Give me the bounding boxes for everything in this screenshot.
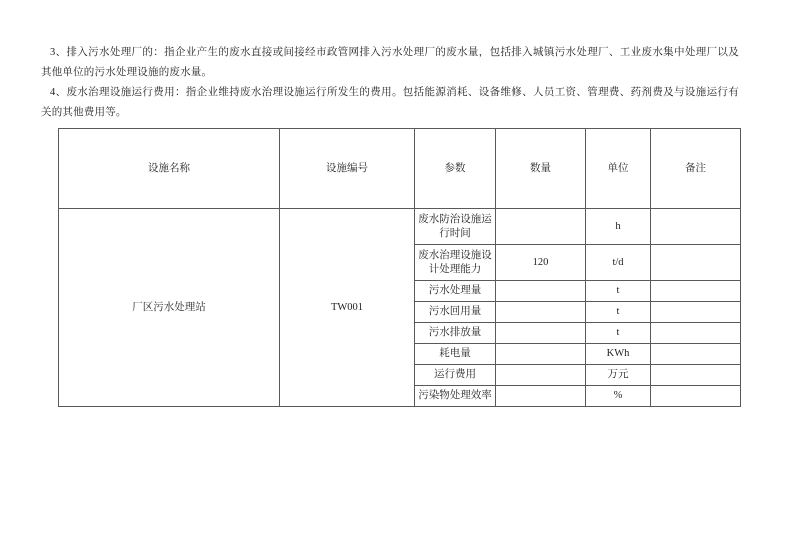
col-header-unit: 单位 <box>586 129 651 209</box>
paragraph-note-4: 4、废水治理设施运行费用：指企业维持废水治理设施运行所发生的费用。包括能源消耗、设备维修、人员工资、管理费、药剂费及与设施运行有关的其他费用等。 <box>41 87 739 118</box>
param-cell: 污染物处理效率 <box>415 386 496 407</box>
unit-cell: t <box>586 281 651 302</box>
unit-cell: h <box>586 209 651 245</box>
note-cell <box>651 209 741 245</box>
unit-cell: t <box>586 323 651 344</box>
note-cell <box>651 281 741 302</box>
param-cell: 运行费用 <box>415 365 496 386</box>
note-cell <box>651 386 741 407</box>
quantity-cell <box>496 209 586 245</box>
note-cell <box>651 245 741 281</box>
param-cell: 废水治理设施设计处理能力 <box>415 245 496 281</box>
paragraph-note-3: 3、排入污水处理厂的：指企业产生的废水直接或间接经市政管网排入污水处理厂的废水量，包括排入城镇污水处理厂、工业废水集中处理厂以及其他单位的污水处理设施的废水量。 <box>41 47 739 78</box>
facility-code-cell: TW001 <box>280 209 415 407</box>
quantity-cell <box>496 386 586 407</box>
quantity-cell <box>496 323 586 344</box>
col-header-facility-name: 设施名称 <box>59 129 280 209</box>
note-cell <box>651 302 741 323</box>
quantity-cell <box>496 344 586 365</box>
col-header-parameter: 参数 <box>415 129 496 209</box>
param-cell: 污水回用量 <box>415 302 496 323</box>
unit-cell: t <box>586 302 651 323</box>
facility-parameters-table <box>58 128 741 407</box>
col-header-note: 备注 <box>651 129 741 209</box>
facility-name-cell: 厂区污水处理站 <box>59 209 280 407</box>
unit-cell: % <box>586 386 651 407</box>
note-cell <box>651 365 741 386</box>
unit-cell: t/d <box>586 245 651 281</box>
quantity-cell <box>496 302 586 323</box>
param-cell: 污水处理量 <box>415 281 496 302</box>
unit-cell: 万元 <box>586 365 651 386</box>
col-header-facility-code: 设施编号 <box>280 129 415 209</box>
note-cell <box>651 344 741 365</box>
param-cell: 污水排放量 <box>415 323 496 344</box>
col-header-quantity: 数量 <box>496 129 586 209</box>
quantity-cell <box>496 365 586 386</box>
quantity-cell: 120 <box>496 245 586 281</box>
param-cell: 耗电量 <box>415 344 496 365</box>
table-header-row <box>59 129 741 209</box>
table-row <box>59 209 741 245</box>
note-cell <box>651 323 741 344</box>
unit-cell: KWh <box>586 344 651 365</box>
quantity-cell <box>496 281 586 302</box>
param-cell: 废水防治设施运行时间 <box>415 209 496 245</box>
